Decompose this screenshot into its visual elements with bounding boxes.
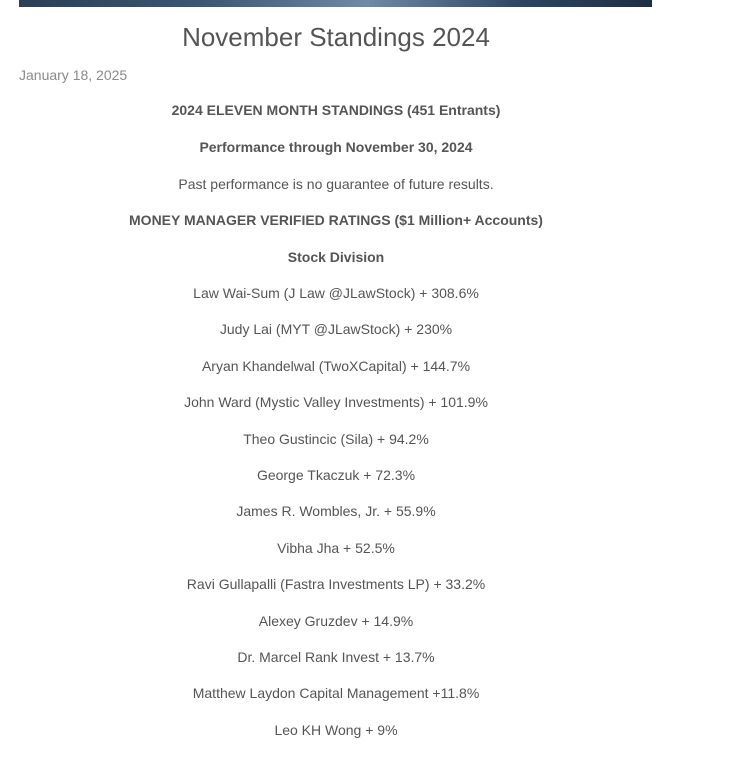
standings-heading: 2024 ELEVEN MONTH STANDINGS (451 Entrants) [171,102,501,118]
standing-entry: Theo Gustincic (Sila) + 94.2% [243,431,429,447]
standing-entry: Matthew Laydon Capital Management +11.8% [192,685,480,701]
standing-entry: Ravi Gullapalli (Fastra Investments LP) + 33.2% [186,576,486,592]
hero-image-strip [19,0,652,7]
standing-entry: George Tkaczuk + 72.3% [256,467,416,483]
standing-entry: Alexey Gruzdev + 14.9% [258,613,414,629]
standing-entry: John Ward (Mystic Valley Investments) + 101.9% [184,394,488,410]
disclaimer-line: Past performance is no guarantee of future results. [178,176,494,192]
standing-entry: James R. Wombles, Jr. + 55.9% [236,503,436,519]
standing-entry: Judy Lai (MYT @JLawStock) + 230% [219,321,453,337]
standing-entry: Aryan Khandelwal (TwoXCapital) + 144.7% [201,358,471,374]
standing-entry: Vibha Jha + 52.5% [277,540,395,556]
standing-entry: Dr. Marcel Rank Invest + 13.7% [237,649,435,665]
division-heading: Stock Division [287,249,385,265]
ratings-heading: MONEY MANAGER VERIFIED RATINGS ($1 Million+ Accounts) [129,212,543,228]
performance-line: Performance through November 30, 2024 [199,139,473,155]
standing-entry: Leo KH Wong + 9% [274,722,398,738]
post-date: January 18, 2025 [19,67,128,83]
page-title: November Standings 2024 [182,22,490,52]
standing-entry: Law Wai-Sum (J Law @JLawStock) + 308.6% [193,285,479,301]
